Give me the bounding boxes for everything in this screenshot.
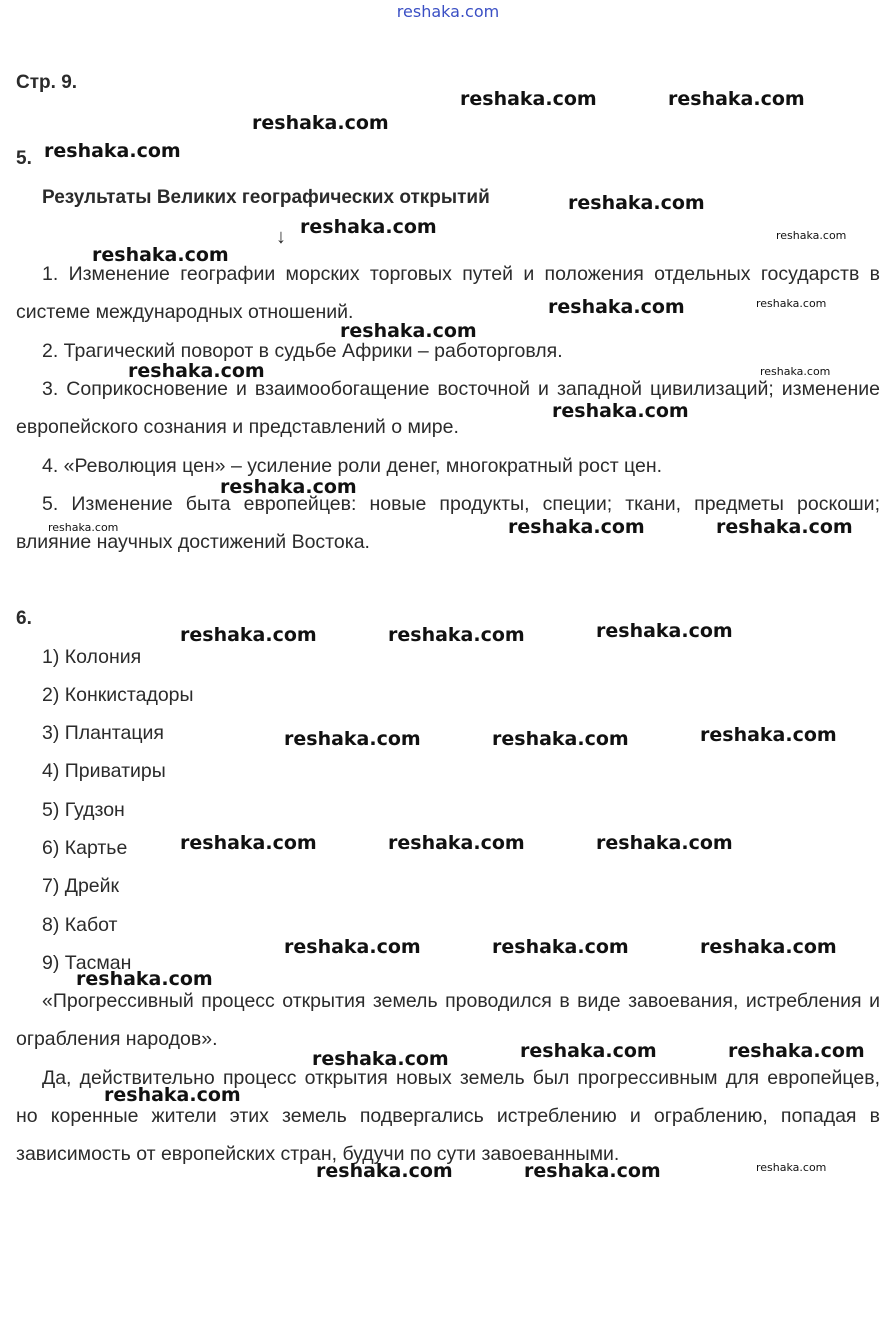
watermark: reshaka.com bbox=[568, 192, 705, 214]
watermark: reshaka.com bbox=[284, 728, 421, 750]
watermark: reshaka.com bbox=[128, 360, 265, 382]
watermark: reshaka.com bbox=[104, 1084, 241, 1106]
watermark: reshaka.com bbox=[700, 936, 837, 958]
term-item: 9) Тасман bbox=[42, 952, 132, 974]
term-item: 3) Плантация bbox=[42, 722, 164, 744]
term-item: 5) Гудзон bbox=[42, 799, 125, 821]
task-6-number: 6. bbox=[16, 608, 32, 629]
term-item: 8) Кабот bbox=[42, 914, 118, 936]
watermark: reshaka.com bbox=[756, 297, 827, 310]
term-item: 7) Дрейк bbox=[42, 875, 120, 897]
task-5-number: 5. bbox=[16, 148, 32, 169]
answer-paragraph: Да, действительно процесс открытия новых земель был прогрессивным для европейцев, но коренные жители этих земель подвергались истреблению и ограблению, попадая в зависимость от европейских стран, будучи по сути завоеванными. bbox=[16, 1067, 880, 1166]
watermark: reshaka.com bbox=[180, 624, 317, 646]
watermark: reshaka.com bbox=[44, 140, 181, 162]
watermark: reshaka.com bbox=[756, 1161, 827, 1174]
watermark: reshaka.com bbox=[388, 832, 525, 854]
watermark: reshaka.com bbox=[596, 620, 733, 642]
watermark: reshaka.com bbox=[548, 296, 685, 318]
term-item: 4) Приватиры bbox=[42, 760, 166, 782]
watermark: reshaka.com bbox=[700, 724, 837, 746]
watermark: reshaka.com bbox=[508, 516, 645, 538]
watermark: reshaka.com bbox=[776, 229, 847, 242]
watermark: reshaka.com bbox=[316, 1160, 453, 1182]
result-item-2: 2. Трагический поворот в судьбе Африки – работорговля. bbox=[42, 340, 563, 362]
watermark: reshaka.com bbox=[180, 832, 317, 854]
result-item-5: 5. Изменение быта европейцев: новые продукты, специи; ткани, предметы роскоши; влияние научных достижений Востока. bbox=[16, 493, 880, 554]
watermark: reshaka.com bbox=[312, 1048, 449, 1070]
task-5-heading: Результаты Великих географических открытий bbox=[42, 187, 490, 208]
watermark: reshaka.com bbox=[92, 244, 229, 266]
term-item: 6) Картье bbox=[42, 837, 128, 859]
result-item-3: 3. Соприкосновение и взаимообогащение восточной и западной цивилизаций; изменение европейского сознания и представлений о мире. bbox=[16, 378, 880, 439]
watermark: reshaka.com bbox=[220, 476, 357, 498]
result-item-4: 4. «Революция цен» – усиление роли денег, многократный рост цен. bbox=[42, 455, 663, 477]
quote-paragraph: «Прогрессивный процесс открытия земель проводился в виде завоевания, истребления и ограбления народов». bbox=[16, 990, 880, 1051]
watermark: reshaka.com bbox=[76, 968, 213, 990]
result-item-1: 1. Изменение географии морских торговых путей и положения отдельных государств в системе международных отношений. bbox=[16, 263, 880, 324]
watermark: reshaka.com bbox=[388, 624, 525, 646]
watermark: reshaka.com bbox=[524, 1160, 661, 1182]
watermark: reshaka.com bbox=[300, 216, 437, 238]
watermark: reshaka.com bbox=[728, 1040, 865, 1062]
watermark: reshaka.com bbox=[520, 1040, 657, 1062]
watermark: reshaka.com bbox=[492, 728, 629, 750]
watermark: reshaka.com bbox=[668, 88, 805, 110]
watermark: reshaka.com bbox=[460, 88, 597, 110]
watermark: reshaka.com bbox=[552, 400, 689, 422]
watermark: reshaka.com bbox=[340, 320, 477, 342]
watermark: reshaka.com bbox=[284, 936, 421, 958]
down-arrow-icon: ↓ bbox=[276, 226, 286, 248]
watermark: reshaka.com bbox=[492, 936, 629, 958]
term-item: 2) Конкистадоры bbox=[42, 684, 194, 706]
watermark: reshaka.com bbox=[716, 516, 853, 538]
watermark: reshaka.com bbox=[760, 365, 831, 378]
watermark: reshaka.com bbox=[252, 112, 389, 134]
site-link[interactable]: reshaka.com bbox=[396, 2, 500, 21]
term-item: 1) Колония bbox=[42, 646, 142, 668]
watermark: reshaka.com bbox=[48, 521, 119, 534]
page-reference: Стр. 9. bbox=[16, 72, 78, 93]
watermark: reshaka.com bbox=[596, 832, 733, 854]
